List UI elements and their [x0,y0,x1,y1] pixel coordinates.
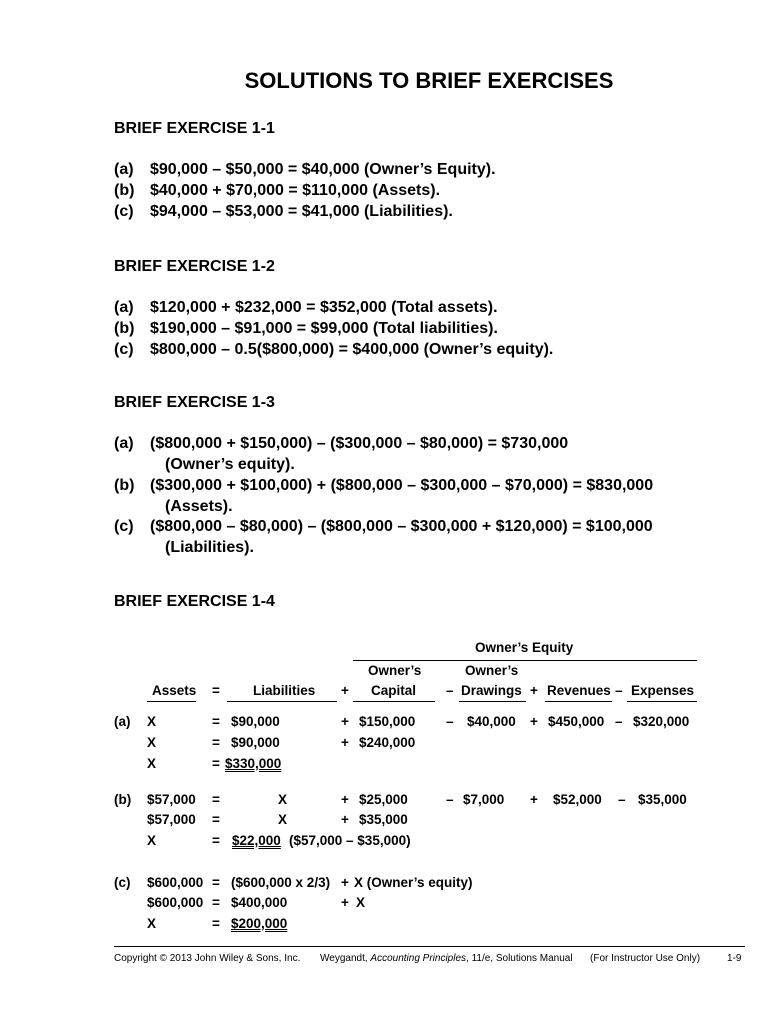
page-title: SOLUTIONS TO BRIEF EXERCISES [244,68,614,93]
footer-edition: , 11/e, Solutions Manual [466,953,573,964]
b3-note: ($57,000 – $35,000) [289,833,411,848]
c1-plus: + [341,875,349,890]
header-minus: – [446,683,454,698]
a1-minus-2: – [615,714,623,729]
revenues-header: Revenues [547,683,611,698]
expenses-header: Expenses [631,683,695,698]
b1-equals: = [212,792,220,807]
c2-assets: $600,000 [147,895,204,910]
item-text: $190,000 – $91,000 = $99,000 (Total liabilities). [150,320,498,337]
a3-assets: X [147,756,157,771]
b1-minus: – [446,792,454,807]
b2-liabilities: X [278,812,288,827]
item-label: (a) [114,299,134,316]
exercise-1-3-heading: BRIEF EXERCISE 1-3 [114,394,275,411]
assets-header: Assets [152,683,197,698]
assets-underline [147,701,196,702]
b3-assets: X [147,833,157,848]
a1-drawings: $40,000 [467,714,516,729]
ex2-item-a [0,299,768,319]
ex1-item-a [0,161,768,181]
a2-equals: = [212,735,220,750]
c2-liabilities: $400,000 [231,895,288,910]
item-continuation: (Owner’s equity). [165,456,295,473]
part-b-label: (b) [114,792,132,807]
item-label: (a) [114,161,134,178]
footer-page-number: 1-9 [727,953,742,964]
c3-assets: X [147,916,157,931]
item-label: (a) [114,435,134,452]
b1-capital: $25,000 [359,792,408,807]
item-label: (b) [114,477,135,494]
a1-capital: $150,000 [359,714,416,729]
b1-revenues: $52,000 [553,792,602,807]
a1-expenses: $320,000 [633,714,690,729]
footer-copyright: Copyright © 2013 John Wiley & Sons, Inc. [114,953,301,964]
b3-liabilities-answer: $22,000 [232,833,281,848]
item-label: (b) [114,182,135,199]
ex3-item-c [0,518,768,560]
ex1-item-b [0,182,768,202]
c1-equals: = [212,875,220,890]
a1-revenues: $450,000 [548,714,605,729]
exercise-1-1-heading: BRIEF EXERCISE 1-1 [114,120,275,137]
item-label: (c) [114,341,134,358]
c3-liabilities-answer: $200,000 [231,916,288,931]
b1-minus-2: – [618,792,626,807]
item-text: ($300,000 + $100,000) + ($800,000 – $300,000 – $70,000) = $830,000 [150,477,654,494]
a1-plus: + [341,714,349,729]
b1-expenses: $35,000 [638,792,687,807]
ex2-item-b [0,320,768,340]
item-continuation: (Assets). [165,498,233,515]
item-text: $120,000 + $232,000 = $352,000 (Total assets). [150,299,498,316]
ex2-item-c [0,341,768,361]
expenses-underline [627,701,697,702]
c2-capital: X [356,895,366,910]
a2-assets: X [147,735,157,750]
b1-plus: + [341,792,349,807]
item-text: $94,000 – $53,000 = $41,000 (Liabilities). [150,203,453,220]
b1-liabilities: X [278,792,288,807]
a2-capital: $240,000 [359,735,416,750]
header-plus: + [341,683,349,698]
a3-equals: = [212,756,220,771]
footer-book [320,953,573,964]
footer-author: Weygandt, [320,953,368,964]
owners-equity-header: Owner’s Equity [475,640,574,655]
owners-equity-rule [353,660,697,661]
b3-equals: = [212,833,220,848]
b2-assets: $57,000 [147,812,196,827]
b2-plus: + [341,812,349,827]
item-text: $40,000 + $70,000 = $110,000 (Assets). [150,182,441,199]
a1-minus: – [446,714,454,729]
item-label: (b) [114,320,135,337]
b2-capital: $35,000 [359,812,408,827]
a2-liabilities: $90,000 [231,735,280,750]
item-text: ($800,000 – $80,000) – ($800,000 – $300,000 + $120,000) = $100,000 [150,518,653,535]
item-continuation: (Liabilities). [165,539,254,556]
a2-plus: + [341,735,349,750]
ex1-item-c [0,203,768,223]
ex3-item-b [0,477,768,519]
drawings-underline [459,701,526,702]
liabilities-underline [227,701,337,702]
a3-liabilities-answer: $330,000 [225,756,282,771]
item-label: (c) [114,203,134,220]
footer-rule [114,946,745,947]
a1-assets: X [147,714,157,729]
revenues-underline [545,701,612,702]
part-c-label: (c) [114,875,131,890]
b1-drawings: $7,000 [463,792,505,807]
capital-underline [353,701,435,702]
drawings-header-top: Owner’s [465,663,519,678]
exercise-1-2-heading: BRIEF EXERCISE 1-2 [114,258,275,275]
b2-equals: = [212,812,220,827]
capital-header: Capital [371,683,417,698]
c2-equals: = [212,895,220,910]
a1-equals: = [212,714,220,729]
item-text: $800,000 – 0.5($800,000) = $400,000 (Owner’s equity). [150,341,554,358]
ex3-item-a [0,435,768,477]
footer-book-title: Accounting Principles [370,953,467,964]
header-equals: = [212,683,220,698]
b1-plus-2: + [530,792,538,807]
liabilities-header: Liabilities [253,683,316,698]
capital-header-top: Owner’s [368,663,422,678]
header-plus-2: + [530,683,538,698]
exercise-1-4-heading: BRIEF EXERCISE 1-4 [114,593,275,610]
c3-equals: = [212,916,220,931]
item-label: (c) [114,518,134,535]
header-minus-2: – [615,683,623,698]
b1-assets: $57,000 [147,792,196,807]
item-text: ($800,000 + $150,000) – ($300,000 – $80,000) = $730,000 [150,435,569,452]
c1-capital: X (Owner’s equity) [354,875,473,890]
drawings-header: Drawings [461,683,522,698]
a1-liabilities: $90,000 [231,714,280,729]
c1-liabilities: ($600,000 x 2/3) [231,875,331,890]
item-text: $90,000 – $50,000 = $40,000 (Owner’s Equity). [150,161,496,178]
c2-plus: + [341,895,349,910]
a1-plus-2: + [530,714,538,729]
part-a-label: (a) [114,714,131,729]
c1-assets: $600,000 [147,875,204,890]
footer-instructor-note: (For Instructor Use Only) [590,953,701,964]
